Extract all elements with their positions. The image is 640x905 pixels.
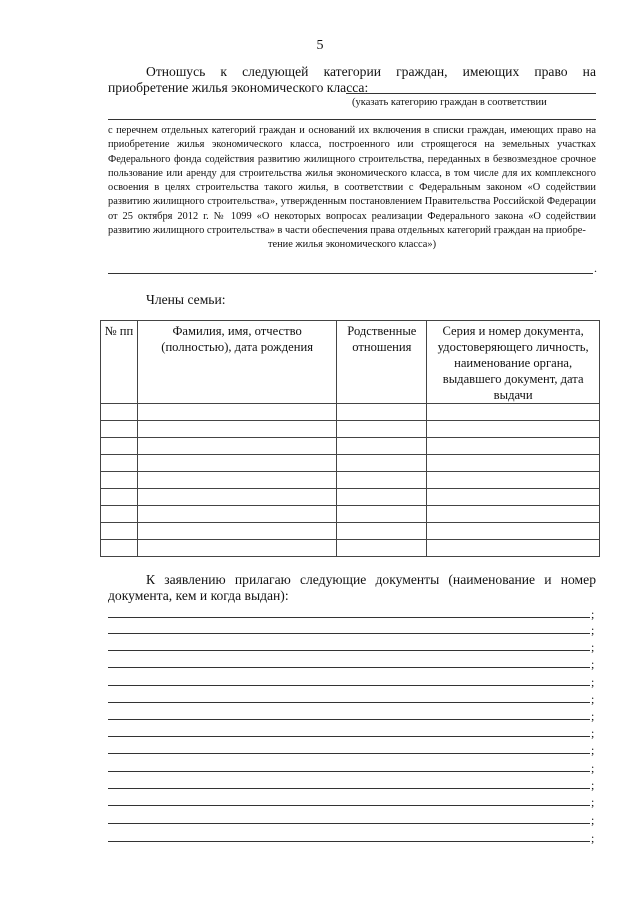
page-number: 5 <box>316 38 324 53</box>
table-row <box>101 540 600 557</box>
table-cell[interactable] <box>101 523 138 540</box>
table-cell[interactable] <box>337 438 427 455</box>
table-cell[interactable] <box>137 540 336 557</box>
table-cell[interactable] <box>427 404 600 421</box>
table-cell[interactable] <box>337 489 427 506</box>
document-line[interactable] <box>108 617 590 618</box>
table-cell[interactable] <box>101 489 138 506</box>
table-cell[interactable] <box>427 421 600 438</box>
column-header-document: Серия и номер документа, удостоверяющего личность, наименование органа, выдавшего документ, дата выдачи <box>427 321 600 404</box>
table-cell[interactable] <box>101 404 138 421</box>
table-cell[interactable] <box>337 523 427 540</box>
family-members-label: Члены семьи: <box>146 292 226 307</box>
table-cell[interactable] <box>137 489 336 506</box>
table-cell[interactable] <box>337 472 427 489</box>
table-row <box>101 489 600 506</box>
document-line[interactable] <box>108 633 590 634</box>
table-row <box>101 523 600 540</box>
table-cell[interactable] <box>101 455 138 472</box>
category-details-last: тение жилья экономического класса») <box>267 239 437 251</box>
document-line-end: ; <box>591 623 595 637</box>
category-input-line-2[interactable] <box>108 119 596 120</box>
table-row <box>101 455 600 472</box>
column-header-relation: Родственные отношения <box>337 321 427 404</box>
document-line-end: ; <box>591 726 595 740</box>
category-paragraph <box>108 64 596 96</box>
documents-paragraph <box>108 572 596 604</box>
table-cell[interactable] <box>427 438 600 455</box>
table-cell[interactable] <box>101 421 138 438</box>
table-cell[interactable] <box>337 404 427 421</box>
table-cell[interactable] <box>427 489 600 506</box>
table-cell[interactable] <box>427 523 600 540</box>
document-line-end: ; <box>591 607 595 621</box>
table-cell[interactable] <box>427 455 600 472</box>
document-line[interactable] <box>108 805 590 806</box>
document-line[interactable] <box>108 736 590 737</box>
category-details <box>108 124 596 253</box>
table-cell[interactable] <box>137 523 336 540</box>
document-line-end: ; <box>591 657 595 671</box>
document-line-end: ; <box>591 831 595 845</box>
table-cell[interactable] <box>101 472 138 489</box>
document-line[interactable] <box>108 719 590 720</box>
category-paragraph-text: Отношусь к следующей категории граждан, имеющих право на приобретение жилья экономического класса: <box>108 64 596 95</box>
document-line[interactable] <box>108 823 590 824</box>
table-cell[interactable] <box>137 455 336 472</box>
document-line[interactable] <box>108 771 590 772</box>
document-line-end: ; <box>591 692 595 706</box>
document-line-end: ; <box>591 743 595 757</box>
table-cell[interactable] <box>137 438 336 455</box>
table-cell[interactable] <box>101 540 138 557</box>
table-cell[interactable] <box>137 506 336 523</box>
document-line-end: ; <box>591 761 595 775</box>
column-header-name: Фамилия, имя, отчество (полностью), дата рождения <box>137 321 336 404</box>
table-cell[interactable] <box>337 506 427 523</box>
document-line-end: ; <box>591 640 595 654</box>
document-line[interactable] <box>108 753 590 754</box>
document-line-end: ; <box>591 813 595 827</box>
document-line[interactable] <box>108 702 590 703</box>
table-row <box>101 438 600 455</box>
table-cell[interactable] <box>337 421 427 438</box>
table-cell[interactable] <box>427 506 600 523</box>
family-members-table <box>100 320 600 557</box>
table-cell[interactable] <box>337 540 427 557</box>
table-cell[interactable] <box>101 438 138 455</box>
column-header-number: № пп <box>101 321 138 404</box>
table-row <box>101 404 600 421</box>
document-line[interactable] <box>108 788 590 789</box>
document-line-end: ; <box>591 709 595 723</box>
category-input-line-3[interactable] <box>108 273 593 274</box>
documents-paragraph-text: К заявлению прилагаю следующие документы (наименование и номер документа, кем и когда выдан): <box>108 572 596 603</box>
table-cell[interactable] <box>427 540 600 557</box>
document-line[interactable] <box>108 841 590 842</box>
table-cell[interactable] <box>137 421 336 438</box>
document-line-end: ; <box>591 675 595 689</box>
table-row <box>101 472 600 489</box>
document-line-end: ; <box>591 778 595 792</box>
document-line[interactable] <box>108 685 590 686</box>
table-cell[interactable] <box>337 455 427 472</box>
category-details-text: с перечнем отдельных категорий граждан и оснований их включения в списки граждан, имеющих право на приобретение жилья экономического класса, построенного или строящегося на земельных участках Федерального фонда содействия развитию жилищного строительства, переданных в безвозмездное срочное пользование или аренду для строительства жилья экономического класса, в том числе для их комплексного освоения в целях строительства такого жилья, в соответствии с Федеральным законом «О содействии развитию жилищного строительства», утвержденным постановлением Правительства Российской Федерации от 25 октября 2012 г. № 1099 «О некоторых вопросах реализации Федерального закона «О содействии развитию жилищного строительства» в части обеспечения права отдельных категорий граждан на приобре- <box>108 125 596 237</box>
table-cell[interactable] <box>137 404 336 421</box>
table-cell[interactable] <box>101 506 138 523</box>
document-line[interactable] <box>108 667 590 668</box>
category-hint: (указать категорию граждан в соответствии <box>352 97 547 108</box>
table-cell[interactable] <box>137 472 336 489</box>
document-line-end: ; <box>591 795 595 809</box>
table-header-row <box>101 321 600 404</box>
category-input-line[interactable] <box>346 93 596 94</box>
table-cell[interactable] <box>427 472 600 489</box>
table-row <box>101 421 600 438</box>
table-row <box>101 506 600 523</box>
document-line[interactable] <box>108 650 590 651</box>
category-end-mark: . <box>594 261 597 275</box>
